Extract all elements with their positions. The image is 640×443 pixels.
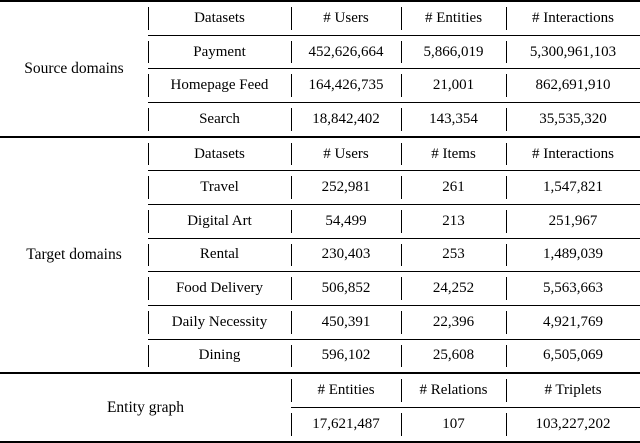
table-row-rental xyxy=(148,238,640,272)
column-header-datasets: Datasets xyxy=(148,2,291,35)
column-header-interactions: # Interactions xyxy=(506,138,640,171)
cell-triplets: 103,227,202 xyxy=(506,408,640,441)
cell-interactions: 1,547,821 xyxy=(506,171,640,204)
cell-users: 252,981 xyxy=(291,171,401,204)
cell-dataset-name: Daily Necessity xyxy=(148,306,291,339)
cell-interactions: 862,691,910 xyxy=(506,69,640,102)
cell-interactions: 4,921,769 xyxy=(506,306,640,339)
target-header-row xyxy=(148,138,640,171)
table-row-search xyxy=(148,102,640,136)
column-header-users: # Users xyxy=(291,2,401,35)
target-domains-rows xyxy=(148,138,640,372)
group-label-target-domains: Target domains xyxy=(26,245,122,263)
entity-graph-rows xyxy=(291,374,640,441)
cell-entities: 21,001 xyxy=(401,69,506,102)
section-entity-graph xyxy=(0,372,640,441)
cell-users: 450,391 xyxy=(291,306,401,339)
source-header-row xyxy=(148,2,640,35)
column-header-datasets: Datasets xyxy=(148,138,291,171)
cell-entities: 143,354 xyxy=(401,103,506,136)
cell-dataset-name: Food Delivery xyxy=(148,272,291,305)
column-header-triplets: # Triplets xyxy=(506,374,640,407)
cell-items: 253 xyxy=(401,239,506,272)
cell-dataset-name: Digital Art xyxy=(148,205,291,238)
table-row-daily-necessity xyxy=(148,305,640,339)
cell-items: 25,608 xyxy=(401,340,506,373)
cell-entities: 5,866,019 xyxy=(401,36,506,69)
column-header-relations: # Relations xyxy=(401,374,506,407)
table-row-digital-art xyxy=(148,204,640,238)
cell-users: 18,842,402 xyxy=(291,103,401,136)
column-header-entities: # Entities xyxy=(291,374,401,407)
cell-items: 261 xyxy=(401,171,506,204)
column-header-users: # Users xyxy=(291,138,401,171)
group-label-entity-graph: Entity graph xyxy=(106,398,185,416)
table-row-homepage-feed xyxy=(148,68,640,102)
table-row-dining xyxy=(148,339,640,373)
cell-users: 164,426,735 xyxy=(291,69,401,102)
entity-graph-values-row xyxy=(291,407,640,441)
column-header-interactions: # Interactions xyxy=(506,2,640,35)
cell-interactions: 5,563,663 xyxy=(506,272,640,305)
cell-interactions: 1,489,039 xyxy=(506,239,640,272)
cell-users: 596,102 xyxy=(291,340,401,373)
cell-entities: 17,621,487 xyxy=(291,408,401,441)
column-header-items: # Items xyxy=(401,138,506,171)
table-row-food-delivery xyxy=(148,271,640,305)
cell-dataset-name: Payment xyxy=(148,36,291,69)
cell-users: 506,852 xyxy=(291,272,401,305)
cell-interactions: 251,967 xyxy=(506,205,640,238)
cell-items: 22,396 xyxy=(401,306,506,339)
cell-dataset-name: Search xyxy=(148,103,291,136)
cell-users: 54,499 xyxy=(291,205,401,238)
cell-items: 213 xyxy=(401,205,506,238)
cell-interactions: 6,505,069 xyxy=(506,340,640,373)
cell-relations: 107 xyxy=(401,408,506,441)
table-row-payment xyxy=(148,35,640,69)
section-target-domains xyxy=(0,136,640,372)
entity-graph-header-row xyxy=(291,374,640,407)
cell-dataset-name: Rental xyxy=(148,239,291,272)
section-source-domains xyxy=(0,2,640,136)
cell-items: 24,252 xyxy=(401,272,506,305)
cell-dataset-name: Homepage Feed xyxy=(148,69,291,102)
cell-users: 230,403 xyxy=(291,239,401,272)
source-domains-rows xyxy=(148,2,640,136)
cell-interactions: 5,300,961,103 xyxy=(506,36,640,69)
cell-dataset-name: Travel xyxy=(148,171,291,204)
table-row-travel xyxy=(148,170,640,204)
group-label-source-domains: Source domains xyxy=(24,59,124,77)
cell-users: 452,626,664 xyxy=(291,36,401,69)
cell-dataset-name: Dining xyxy=(148,340,291,373)
column-header-entities: # Entities xyxy=(401,2,506,35)
cell-interactions: 35,535,320 xyxy=(506,103,640,136)
